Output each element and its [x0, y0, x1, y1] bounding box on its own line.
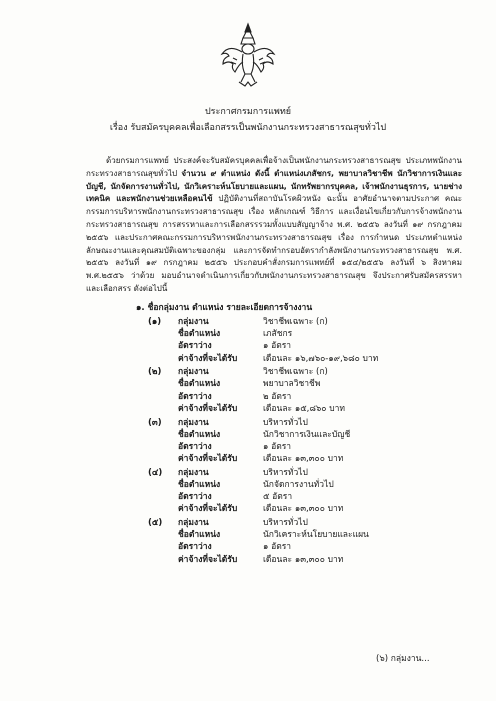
field-label-rate: อัตราว่าง — [178, 391, 212, 402]
position-row-rate — [0, 338, 496, 350]
field-label-salary: ค่าจ้างที่จะได้รับ — [178, 554, 238, 565]
section-1-title: ๑. ชื่อกลุ่มงาน ตำแหน่ง รายละเอียดการจ้างงาน — [136, 303, 313, 313]
field-value-salary: เดือนละ ๑๖,๗๖๐-๑๙,๖๘๐ บาท — [263, 353, 379, 364]
field-label-salary: ค่าจ้างที่จะได้รับ — [178, 454, 238, 465]
field-value-rate: ๑ อัตรา — [263, 341, 292, 352]
position-row-position — [0, 427, 496, 439]
position-row-group — [0, 515, 496, 527]
position-row-group — [0, 314, 496, 326]
field-value-rate: ๑ อัตรา — [263, 542, 292, 553]
field-label-rate: อัตราว่าง — [178, 542, 212, 553]
position-row-salary — [0, 552, 496, 564]
group-number: (๓) — [148, 417, 162, 428]
field-value-rate: ๑ อัตรา — [263, 441, 292, 452]
field-label-position: ชื่อตำแหน่ง — [178, 479, 221, 490]
position-row-rate — [0, 489, 496, 501]
position-row-salary — [0, 451, 496, 463]
field-label-rate: อัตราว่าง — [178, 492, 212, 503]
position-row-group — [0, 415, 496, 427]
field-label-salary: ค่าจ้างที่จะได้รับ — [178, 353, 238, 364]
field-label-group: กลุ่มงาน — [178, 417, 209, 428]
position-row-group — [0, 465, 496, 477]
group-number: (๑) — [148, 317, 162, 327]
field-value-group: วิชาชีพเฉพาะ (ก) — [263, 367, 328, 378]
field-value-position: นักจัดการงานทั่วไป — [263, 479, 334, 490]
position-row-rate — [0, 389, 496, 401]
position-row-position — [0, 527, 496, 539]
field-value-salary: เดือนละ ๑๓,๓๐๐ บาท — [263, 554, 344, 565]
group-number: (๔) — [148, 467, 163, 478]
field-value-position: นักวิชาการเงินและบัญชี — [263, 429, 351, 440]
position-list — [0, 314, 496, 565]
position-row-position — [0, 477, 496, 489]
field-value-group: บริหารทั่วไป — [263, 518, 308, 528]
position-row-salary — [0, 401, 496, 413]
position-row-position — [0, 326, 496, 338]
intro-text-c: ปฏิบัติงานที่สถาบันโรคผิวหนัง ฉะนั้น อาศัยอำนาจตามประกาศ คณะกรรมการบริหารพนักงานกระทรวงสาธารณสุข เรื่อง หลักเกณฑ์ วิธีการ และเงื่อนไขเกี่ยวกับการจ้างพนักงานกระทรวงสาธารณสุข การสรรหาและการเลือกสรรรวมทั้งแบบสัญญาจ้าง พ.ศ. ๒๕๕๖ ลงวันที่ ๑๙ กรกฎาคม ๒๕๕๖ และประกาศคณะกรรมการบริหารพนักงานกระทรวงสาธารณสุข เรื่อง การกำหนด ประเภทตำแหน่ง ลักษณะงานและคุณสมบัติเฉพาะของกลุ่ม และการจัดทำกรอบอัตรากำลังพนักงานกระทรวงสาธารณสุข พ.ศ. ๒๕๕๖ ลงวันที่ ๑๙ กรกฎาคม ๒๕๕๖ ประกอบคำสั่งกรมการแพทย์ที่ ๑๕๔/๒๕๕๖ ลงวันที่ ๖ สิงหาคม พ.ศ.๒๕๕๖ ว่าด้วย มอบอำนาจดำเนินการเกี่ยวกับพนักงานกระทรวงสาธารณสุข จึงประกาศรับสมัครสรรหาและเลือกสรร ดังต่อไปนี้ — [86, 194, 462, 293]
field-value-salary: เดือนละ ๑๕,๘๖๐ บาท — [263, 403, 345, 414]
position-row-salary — [0, 501, 496, 513]
field-label-group: กลุ่มงาน — [178, 467, 209, 478]
position-row-position — [0, 376, 496, 388]
field-value-group: บริหารทั่วไป — [263, 417, 308, 428]
intro-text-a: ด้วยกรมการแพทย์ ประสงค์จะรับสมัครบุคคลเพื่อจ้างเป็นพนักงานกระทรวงสาธารณสุข ประเภทพนักงานกระทรวงสาธารณสุขทั่วไป — [86, 156, 462, 178]
field-value-group: บริหารทั่วไป — [263, 467, 308, 478]
announcement-subject: เรื่อง รับสมัครบุคคลเพื่อเลือกสรรเป็นพนักงานกระทรวงสาธารณสุขทั่วไป — [109, 123, 387, 133]
position-row-group — [0, 364, 496, 376]
field-label-salary: ค่าจ้างที่จะได้รับ — [178, 504, 238, 515]
group-number: (๒) — [148, 367, 162, 378]
field-value-position: เภสัชกร — [263, 329, 293, 340]
field-value-position: พยาบาลวิชาชีพ — [263, 379, 321, 390]
position-row-salary — [0, 351, 496, 363]
field-label-rate: อัตราว่าง — [178, 441, 212, 452]
field-label-salary: ค่าจ้างที่จะได้รับ — [178, 403, 238, 414]
position-row-rate — [0, 539, 496, 551]
field-value-salary: เดือนละ ๑๓,๓๐๐ บาท — [263, 454, 344, 465]
position-row-rate — [0, 439, 496, 451]
field-value-salary: เดือนละ ๑๓,๓๐๐ บาท — [263, 504, 344, 515]
field-label-position: ชื่อตำแหน่ง — [178, 429, 221, 440]
continuation-note: (๖) กลุ่มงาน... — [376, 654, 430, 664]
announcement-title: ประกาศกรมการแพทย์ — [204, 107, 292, 117]
intro-text-positions: จำนวน ๙ ตำแหน่ง ดังนี้ ตำแหน่งเภสัชกร, พยาบาลวิชาชีพ นักวิชาการเงินและบัญชี, นักจัดการงานทั่วไป, นักวิเคราะห์นโยบายและแผน, นักทรัพยากรบุคคล, เจ้าพนักงานธุรการ, นายช่างเทคนิค และพนักงานช่วยเหลือคนไข้ — [86, 168, 462, 204]
field-label-position: ชื่อตำแหน่ง — [178, 530, 221, 541]
field-value-group: วิชาชีพเฉพาะ (ก) — [263, 317, 328, 327]
group-number: (๕) — [148, 518, 163, 528]
field-label-group: กลุ่มงาน — [178, 317, 209, 327]
field-value-rate: ๕ อัตรา — [263, 492, 293, 503]
field-label-position: ชื่อตำแหน่ง — [178, 379, 221, 390]
garuda-emblem-icon — [219, 22, 277, 88]
field-label-position: ชื่อตำแหน่ง — [178, 329, 221, 340]
field-value-rate: ๒ อัตรา — [263, 391, 292, 402]
field-label-rate: อัตราว่าง — [178, 341, 212, 352]
field-value-position: นักวิเคราะห์นโยบายและแผน — [263, 530, 369, 541]
field-label-group: กลุ่มงาน — [178, 518, 209, 528]
field-label-group: กลุ่มงาน — [178, 367, 209, 378]
intro-paragraph — [86, 155, 462, 296]
